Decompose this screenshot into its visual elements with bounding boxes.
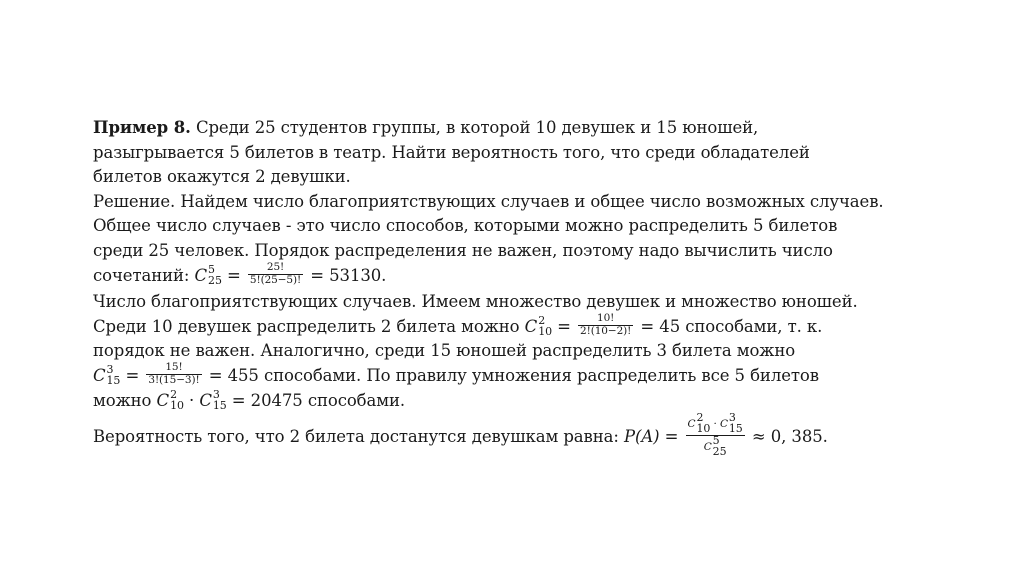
result-approx: ≈ 0, 385.	[746, 427, 828, 447]
fraction-25-factorial: $\frac{25!}{5!(25-5)!}$	[249, 261, 302, 286]
fraction-15-factorial: $\frac{15!}{3!(15-3)!}$	[148, 361, 200, 386]
probability-pa: P(A)	[623, 427, 660, 447]
formula-c10-2: C 2 10	[524, 314, 552, 339]
formula-c15-3-product: C 3 15	[199, 388, 227, 413]
line-5: Общее число случаев - это число способов, которыми можно распределить 5 билетов	[93, 216, 838, 236]
result-455: = 455	[203, 365, 259, 385]
line-8: Число благоприятствующих случаев. Имеем множество девушек и множество юношей.	[93, 292, 858, 312]
fraction-probability: C 2 10 · C 3 15 C 5 25	[687, 411, 743, 459]
line-1-text: Среди 25 студентов группы, в которой 10 девушек и 15 юношей,	[190, 118, 759, 137]
line-9-after: способами, т. к.	[680, 316, 823, 336]
line-11: C 3 15 = $\frac{15!}{3!(15-3)!}$ = 455 способами. По правилу умножения распределить все 5 билетов	[93, 361, 819, 388]
result-53130: = 53130.	[305, 265, 387, 285]
line-7: сочетаний: C 5 25 = $\frac{25!}{5!(25-5)!}$ = 53130.	[93, 261, 387, 288]
line-10: порядок не важен. Аналогично, среди 15 юношей распределить 3 билета можно	[93, 341, 796, 361]
example-text	[93, 116, 953, 459]
line-12-after: способами.	[302, 390, 406, 410]
line-9-text: Среди 10 девушек распределить 2 билета можно	[93, 316, 525, 336]
formula-c10-2-product: C 2 10	[156, 388, 184, 413]
line-6: среди 25 человек. Порядок распределения не важен, поэтому надо вычислить число	[93, 240, 833, 260]
line-7-text: сочетаний:	[93, 265, 195, 285]
line-2: разыгрывается 5 билетов в театр. Найти вероятность того, что среди обладателей	[93, 142, 810, 162]
line-3: билетов окажутся 2 девушки.	[93, 167, 351, 187]
line-1	[93, 116, 953, 141]
line-13: Вероятность того, что 2 билета достанутся девушкам равна: P(A) = C 2 10 · C 3 15 C 5 25 ≈ 0, 385.	[93, 411, 828, 459]
line-13-text: Вероятность того, что 2 билета достанутся девушкам равна:	[93, 427, 624, 447]
line-9: Среди 10 девушек распределить 2 билета можно C 2 10 = $\frac{10!}{2!(10-2)!}$ = 45 способами, т. к.	[93, 312, 823, 339]
fraction-10-factorial: $\frac{10!}{2!(10-2)!}$	[580, 312, 632, 337]
line-12-text: можно	[93, 390, 157, 410]
line-4: Решение. Найдем число благоприятствующих случаев и общее число возможных случаев.	[93, 191, 884, 211]
result-45: = 45	[635, 316, 681, 336]
line-12: можно C 2 10 · C 3 15 = 20475 способами.	[93, 388, 406, 413]
formula-c15-3: C 3 15	[93, 363, 121, 388]
result-20475: = 20475	[226, 390, 303, 410]
formula-c25-5: C 5 25	[194, 263, 222, 288]
example-heading: Пример 8.	[93, 118, 191, 137]
line-11-after: способами. По правилу умножения распределить все 5 билетов	[258, 365, 819, 385]
